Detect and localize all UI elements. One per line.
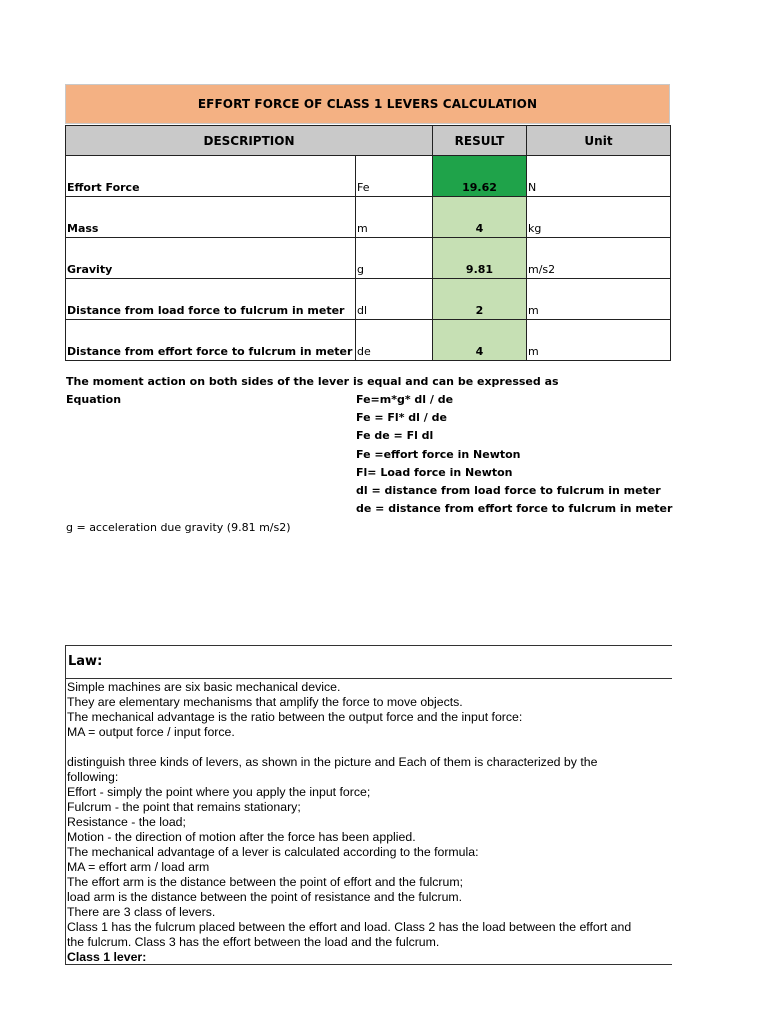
row-symbol[interactable]: Fe <box>356 156 433 197</box>
law-line: MA = effort arm / load arm <box>67 860 210 874</box>
law-line: The effort arm is the distance between the point of effort and the fulcrum; <box>67 875 464 889</box>
table-header-row <box>66 126 671 156</box>
row-unit[interactable]: m/s2 <box>527 238 671 279</box>
row-description[interactable]: Gravity <box>66 238 356 279</box>
law-textbox <box>65 645 768 965</box>
row-symbol[interactable]: dl <box>356 279 433 320</box>
row-symbol[interactable]: de <box>356 320 433 361</box>
law-line: They are elementary mechanisms that amplify the force to move objects. <box>67 695 463 709</box>
law-line: Resistance - the load; <box>67 815 186 829</box>
table-row <box>66 156 671 197</box>
header-unit: Unit <box>527 126 671 156</box>
row-unit[interactable]: m <box>527 320 671 361</box>
law-line: Effort - simply the point where you apply the input force; <box>67 785 371 799</box>
page-edge-mask <box>672 640 768 970</box>
law-line: following: <box>67 770 119 784</box>
row-description[interactable]: Distance from load force to fulcrum in meter <box>66 279 356 320</box>
row-symbol[interactable]: g <box>356 238 433 279</box>
table-row <box>66 279 671 320</box>
sheet-title: EFFORT FORCE OF CLASS 1 LEVERS CALCULATION <box>65 84 670 124</box>
row-description[interactable]: Distance from effort force to fulcrum in meter <box>66 320 356 361</box>
law-line: Simple machines are six basic mechanical device. <box>67 680 341 694</box>
equation-line: Fe =effort force in Newton <box>356 447 521 461</box>
gravity-note: g = acceleration due gravity (9.81 m/s2) <box>66 521 291 534</box>
equation-label: Equation <box>66 393 122 406</box>
row-symbol[interactable]: m <box>356 197 433 238</box>
moment-note: The moment action on both sides of the lever is equal and can be expressed as <box>66 375 559 388</box>
row-unit[interactable]: kg <box>527 197 671 238</box>
table-row <box>66 320 671 361</box>
row-description[interactable]: Effort Force <box>66 156 356 197</box>
law-line: Class 1 lever: <box>67 950 147 964</box>
law-line: There are 3 class of levers. <box>67 905 216 919</box>
law-line: load arm is the distance between the point of resistance and the fulcrum. <box>67 890 463 904</box>
calculation-table <box>65 125 671 361</box>
law-line: the fulcrum. Class 3 has the effort between the load and the fulcrum. <box>67 935 440 949</box>
table-row <box>66 238 671 279</box>
equation-line: Fe = Fl* dl / de <box>356 411 447 425</box>
equation-line: Fe de = Fl dl <box>356 429 434 443</box>
law-line: The mechanical advantage is the ratio between the output force and the input force: <box>67 710 523 724</box>
law-line: Motion - the direction of motion after the force has been applied. <box>67 830 416 844</box>
row-unit[interactable]: N <box>527 156 671 197</box>
law-line: Class 1 has the fulcrum placed between the effort and load. Class 2 has the load between the effort and <box>67 920 632 934</box>
row-unit[interactable]: m <box>527 279 671 320</box>
header-result: RESULT <box>433 126 527 156</box>
equation-line: de = distance from effort force to fulcrum in meter <box>356 502 673 516</box>
law-body <box>66 679 767 965</box>
law-line: The mechanical advantage of a lever is calculated according to the formula: <box>67 845 479 859</box>
input-cell[interactable]: 4 <box>433 320 527 361</box>
equation-line: Fe=m*g* dl / de <box>356 393 454 406</box>
table-row <box>66 197 671 238</box>
law-line: distinguish three kinds of levers, as shown in the picture and Each of them is characterized by the <box>67 755 598 769</box>
input-cell[interactable]: 2 <box>433 279 527 320</box>
input-cell[interactable]: 9.81 <box>433 238 527 279</box>
header-description: DESCRIPTION <box>66 126 433 156</box>
result-cell[interactable]: 19.62 <box>433 156 527 197</box>
law-line: MA = output force / input force. <box>67 725 235 739</box>
equation-line: dl = distance from load force to fulcrum in meter <box>356 484 661 498</box>
law-line: Fulcrum - the point that remains stationary; <box>67 800 301 814</box>
input-cell[interactable]: 4 <box>433 197 527 238</box>
equation-line: Fl= Load force in Newton <box>356 465 513 479</box>
equation-list <box>356 391 672 518</box>
row-description[interactable]: Mass <box>66 197 356 238</box>
law-heading: Law: <box>66 646 768 679</box>
